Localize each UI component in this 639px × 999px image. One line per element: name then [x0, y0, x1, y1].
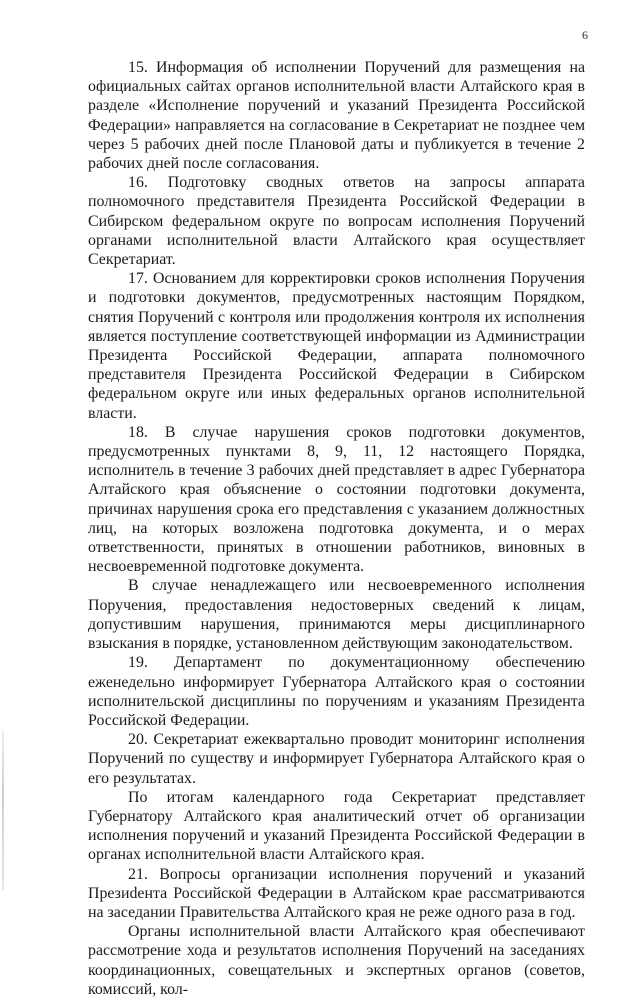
- page-number: 6: [582, 28, 588, 42]
- paragraph-item-20-continuation: По итогам календарного года Секретариат представляет Губернатору Алтайского края аналитический отчет об организации исполнения поручений и указаний Президента Российской Федерации в органах исполнительной власти Алтайского края.: [88, 788, 585, 864]
- document-body: [88, 58, 585, 999]
- scan-binding-edge: [2, 730, 4, 890]
- paragraph-item-21-continuation: Органы исполнительной власти Алтайского края обеспечивают рассмотрение хода и результатов исполнения Поручений на заседаниях координационных, совещательных и экспертных органов (советов, комиссий, кол-: [88, 923, 585, 998]
- paragraph-item-19: 19. Департамент по документационному обеспечению еженедельно информирует Губернатора Алтайского края о состоянии исполнительской дисциплины по поручениям и указаниям Президента Российской Федерации.: [88, 654, 585, 729]
- paragraph-item-18-continuation: В случае ненадлежащего или несвоевременного исполнения Поручения, предоставления недостоверных сведений к лицам, допустившим нарушения, принимаются меры дисциплинарного взыскания в порядке, установленном действующим законодательством.: [88, 577, 585, 653]
- paragraph-item-20: 20. Секретариат ежеквартально проводит мониторинг исполнения Поручений по существу и информирует Губернатора Алтайского края о его результатах.: [88, 731, 585, 787]
- paragraph-item-15: 15. Информация об исполнении Поручений для размещения на официальных сайтах органов исполнительной власти Алтайского края в разделе «Исполнение поручений и указаний Президента Российской Федерации» направляется на согласование в Секретариат не позднее чем через 5 рабочих дней после Плановой даты и публикуется в течение 2 рабочих дней после согласования.: [88, 59, 585, 173]
- paragraph-item-21: 21. Вопросы организации исполнения поручений и указаний Презиdента Российской Федерации в Алтайском крае рассматриваются на заседании Правительства Алтайского края не реже одного раза в год.: [88, 865, 585, 921]
- paragraph-item-18: 18. В случае нарушения сроков подготовки документов, предусмотренных пунктами 8, 9, 11, 12 настоящего Порядка, исполнитель в течение 3 рабочих дней представляет в адрес Губернатора Алтайского края объяснение о состоянии подготовки документа, причинах нарушения срока его представления с указанием должностных лиц, на которых возложена подготовка документа, и о мерах ответственности, принятых в отношении работников, виновных в несвоевременной подготовке документа.: [88, 423, 585, 576]
- paragraph-item-17: 17. Основанием для корректировки сроков исполнения Поручения и подготовки документов, предусмотренных настоящим Порядком, снятия Поручений с контроля или продолжения контроля их исполнения является поступление соответствующей информации из Администрации Президента Российской Федерации, аппарата полномочного представителя Президента Российской Федерации в Сибирском федеральном округе или иных федеральных органов исполнительной власти.: [88, 270, 585, 422]
- paragraph-item-16: 16. Подготовку сводных ответов на запросы аппарата полномочного представителя Президента Российской Федерации в Сибирском федеральном округе по вопросам исполнения Поручений органами исполнительной власти Алтайского края осуществляет Секретариат.: [88, 174, 585, 269]
